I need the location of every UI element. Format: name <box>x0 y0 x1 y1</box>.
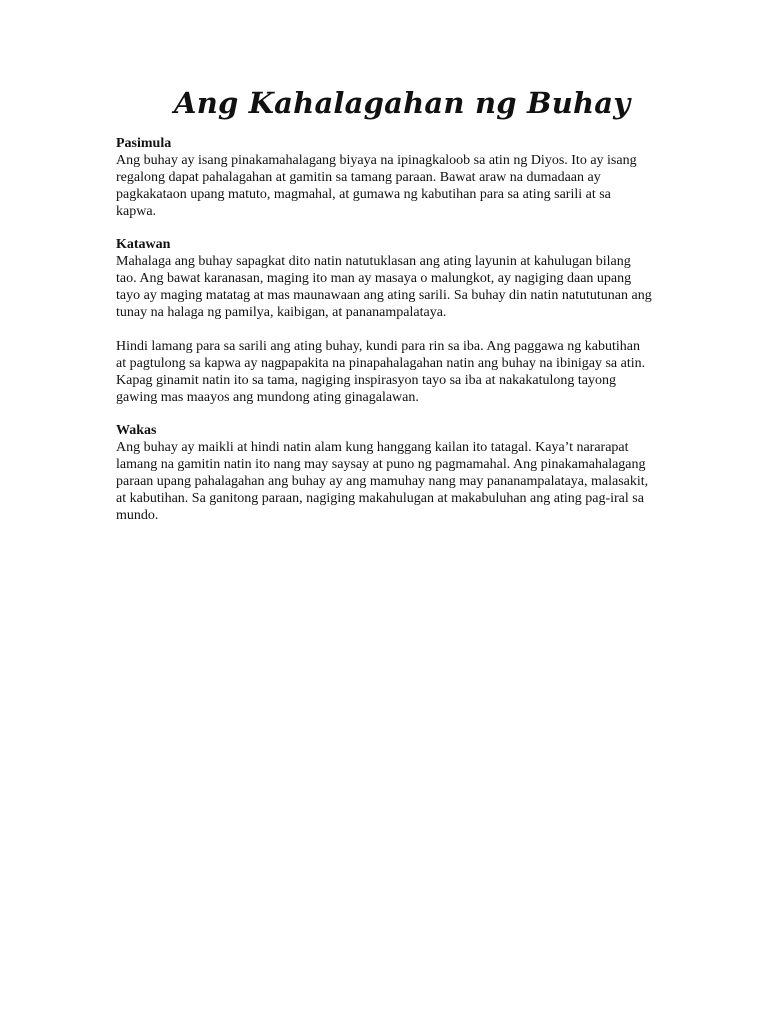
section-pasimula <box>116 135 652 220</box>
section-paragraph: Ang buhay ay maikli at hindi natin alam kung hanggang kailan ito tatagal. Kaya’t nararapat lamang na gamitin natin ito nang may saysay at puno ng pagmamahal. Ang pinakamahalagang paraan upang pahalagahan ang buhay ay ang mamuhay nang may pananampalataya, malasakit, at kabutihan. Sa ganitong paraan, nagiging makahulugan at makabuluhan ang ating pag-iral sa mundo. <box>116 440 649 523</box>
section-heading: Pasimula <box>116 136 172 151</box>
document-title: Ang Kahalagahan ng Buhay <box>174 86 631 120</box>
document-page <box>116 86 652 540</box>
section-heading: Katawan <box>116 237 171 252</box>
section-heading: Wakas <box>116 423 157 438</box>
section-paragraph: Hindi lamang para sa sarili ang ating buhay, kundi para rin sa iba. Ang paggawa ng kabutihan at pagtulong sa kapwa ay nagpapakita na pinapahalagahan natin ang buhay na ibinigay sa atin. Kapag ginamit natin ito sa tama, nagiging inspirasyon tayo sa iba at nakakatulong tayong gawing mas maayos ang mundong ating ginagalawan. <box>116 339 646 405</box>
section-katawan <box>116 236 652 406</box>
section-wakas <box>116 422 652 524</box>
section-paragraph: Mahalaga ang buhay sapagkat dito natin natutuklasan ang ating layunin at kahulugan bilang tao. Ang bawat karanasan, maging ito man ay masaya o malungkot, ay nagiging daan upang tayo ay maging matatag at mas maunawaan ang ating sarili. Sa buhay din natin natututunan ang tunay na halaga ng pamilya, kaibigan, at pananampalataya. <box>116 254 652 320</box>
section-paragraph: Ang buhay ay isang pinakamahalagang biyaya na ipinagkaloob sa atin ng Diyos. Ito ay isang regalong dapat pahalagahan at gamitin sa tamang paraan. Bawat araw na dumadaan ay pagkakataon upang matuto, magmahal, at gumawa ng kabutihan para sa ating sarili at sa kapwa. <box>116 153 637 219</box>
